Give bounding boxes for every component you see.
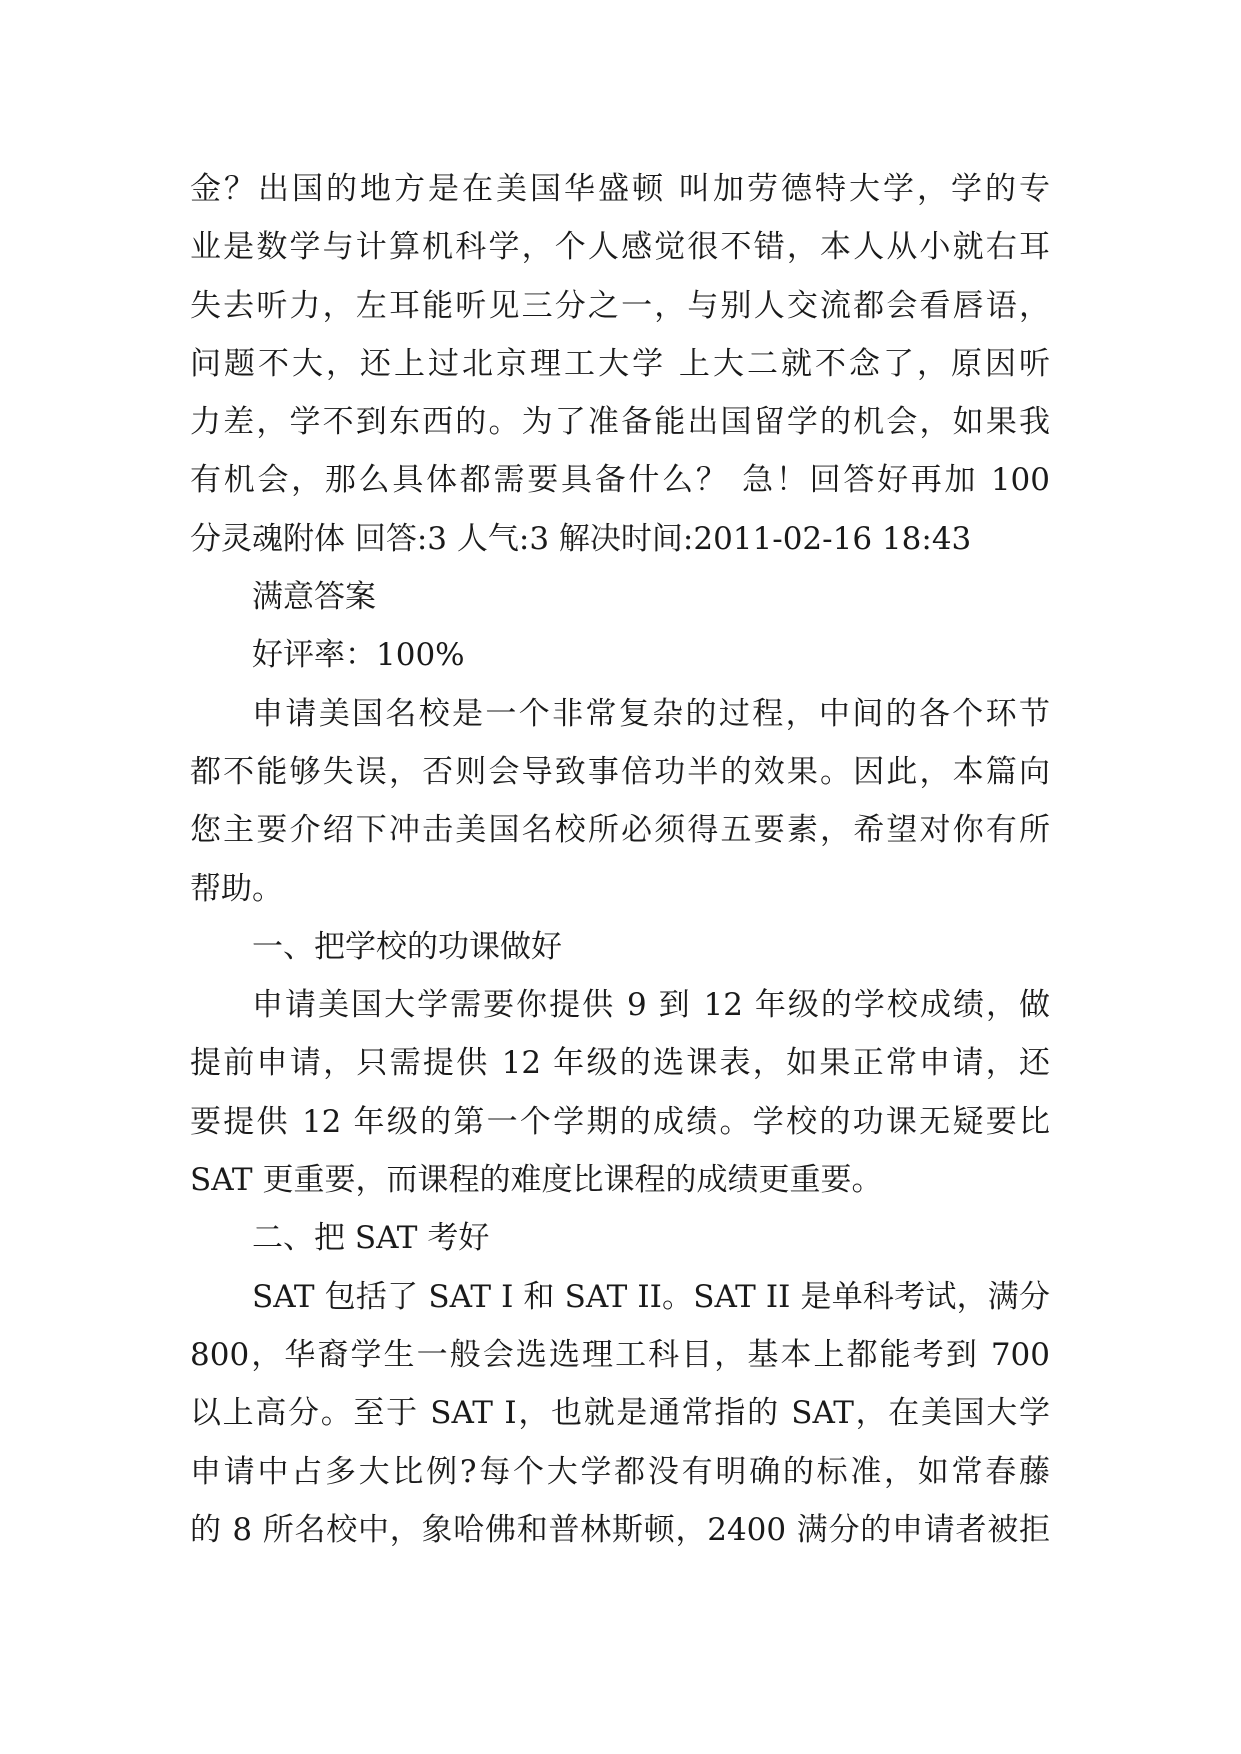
question-meta-line: 分灵魂附体 回答:3 人气:3 解决时间:2011-02-16 18:43	[190, 520, 972, 557]
text-line: 有机会，那么具体都需要具备什么？ 急！回答好再加 100	[190, 462, 1050, 499]
rating-line: 好评率：100%	[252, 637, 465, 674]
text-line: 申请美国大学需要你提供 9 到 12 年级的学校成绩，做	[252, 987, 1050, 1024]
text-line: 力差，学不到东西的。为了准备能出国留学的机会，如果我	[190, 404, 1050, 441]
section1-title: 一、把学校的功课做好	[252, 928, 562, 965]
text-line: SAT 包括了 SAT I 和 SAT II。SAT II 是单科考试，满分	[252, 1278, 1050, 1315]
text-line: 申请美国名校是一个非常复杂的过程，中间的各个环节	[252, 695, 1050, 732]
text-line: 的 8 所名校中，象哈佛和普林斯顿，2400 满分的申请者被拒	[190, 1511, 1050, 1548]
text-line: 业是数学与计算机科学，个人感觉很不错，本人从小就右耳	[190, 229, 1050, 266]
text-line: 您主要介绍下冲击美国名校所必须得五要素，希望对你有所	[190, 812, 1050, 849]
document-body	[190, 160, 1050, 1559]
question-paragraph	[190, 160, 1050, 568]
text-line: 金？出国的地方是在美国华盛顿 叫加劳德特大学，学的专	[190, 171, 1050, 207]
text-line: 要提供 12 年级的第一个学期的成绩。学校的功课无疑要比	[190, 1103, 1050, 1140]
text-line: 申请中占多大比例?每个大学都没有明确的标准，如常春藤	[190, 1453, 1050, 1490]
intro-paragraph	[190, 685, 1050, 918]
text-line: SAT 更重要，而课程的难度比课程的成绩更重要。	[190, 1162, 883, 1199]
section1-paragraph	[190, 976, 1050, 1209]
text-line: 都不能够失误，否则会导致事倍功半的效果。因此，本篇向	[190, 753, 1050, 790]
text-line: 提前申请，只需提供 12 年级的选课表，如果正常申请，还	[190, 1045, 1050, 1082]
section2-paragraph	[190, 1268, 1050, 1559]
answer-heading: 满意答案	[252, 579, 376, 616]
text-line: 帮助。	[190, 870, 283, 907]
text-line: 800，华裔学生一般会选选理工科目，基本上都能考到 700	[190, 1336, 1050, 1373]
text-line: 问题不大，还上过北京理工大学 上大二就不念了，原因听	[190, 345, 1050, 382]
text-line: 失去听力，左耳能听见三分之一，与别人交流都会看唇语，	[190, 287, 1050, 324]
section2-title: 二、把 SAT 考好	[252, 1220, 490, 1257]
text-line: 以上高分。至于 SAT I，也就是通常指的 SAT，在美国大学	[190, 1395, 1050, 1432]
